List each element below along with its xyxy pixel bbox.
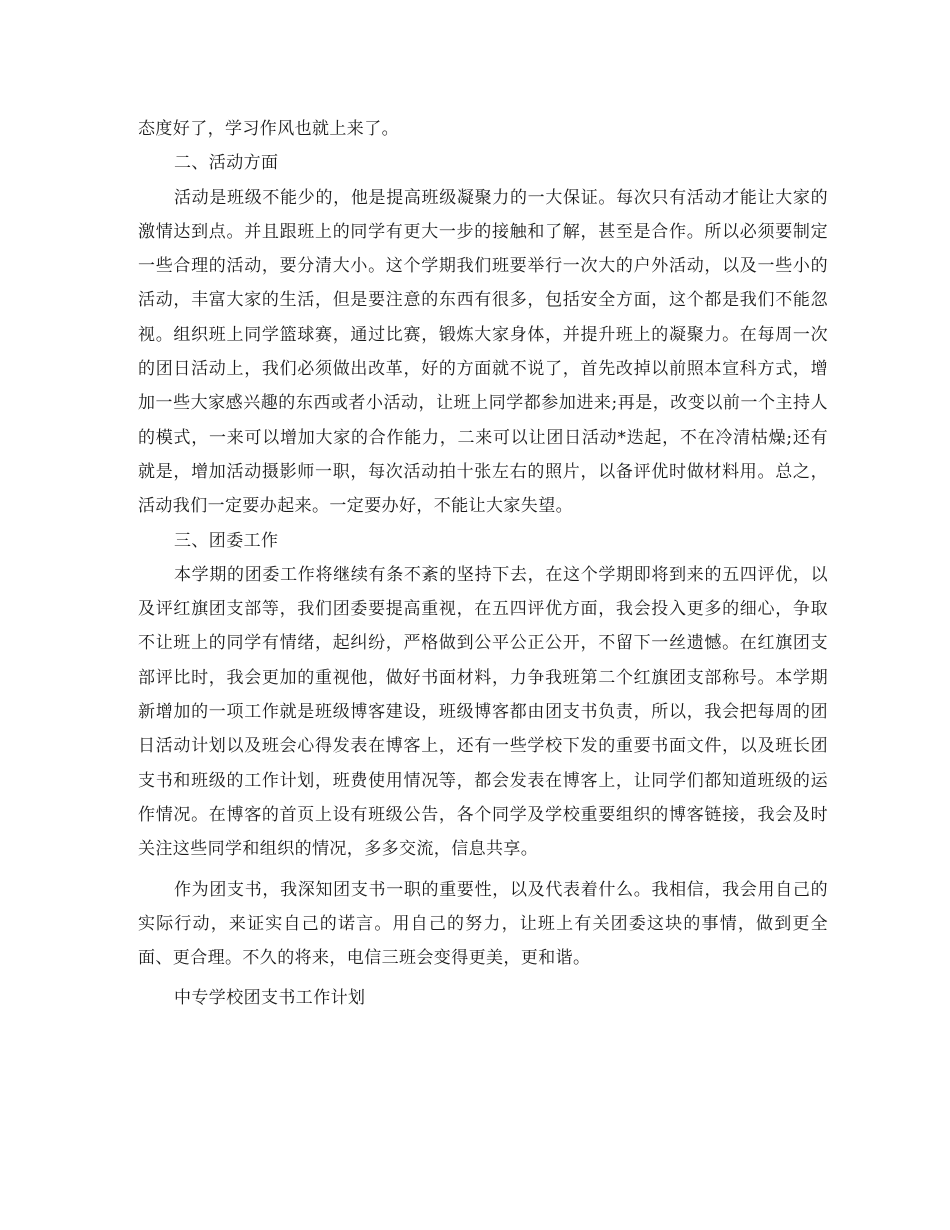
section-heading-activities: 二、活动方面 [174, 153, 279, 174]
paragraph-conclusion: 作为团支书，我深知团支书一职的重要性，以及代表着什么。我相信，我会用自己的实际行动，来证实自己的诺言。用自己的努力，让班上有关团委这块的事情，做到更全面、更合理。不久的将来，电信三班会变得更美，更和谐。 [138, 879, 828, 969]
document-body [138, 112, 828, 1016]
paragraph-continuation: 态度好了，学习作风也就上来了。 [138, 119, 399, 139]
section-heading-league-work: 三、团委工作 [174, 530, 279, 551]
paragraph-league-work: 本学期的团委工作将继续有条不紊的坚持下去，在这个学期即将到来的五四评优，以及评红旗团支部等，我们团委要提高重视，在五四评优方面，我会投入更多的细心，争取不让班上的同学有情绪，起纠纷，严格做到公平公正公开，不留下一丝遗憾。在红旗团支部评比时，我会更加的重视他，做好书面材料，力争我班第二个红旗团支部称号。本学期新增加的一项工作就是班级博客建设，班级博客都由团支书负责，所以，我会把每周的团日活动计划以及班会心得发表在博客上，还有一些学校下发的重要书面文件，以及班长团支书和班级的工作计划，班费使用情况等，都会发表在博客上，让同学们都知道班级的运作情况。在博客的首页上设有班级公告，各个同学及学校重要组织的博客链接，我会及时关注这些同学和组织的情况，多多交流，信息共享。 [138, 564, 828, 860]
paragraph-activities: 活动是班级不能少的，他是提高班级凝聚力的一大保证。每次只有活动才能让大家的激情达到点。并且跟班上的同学有更大一步的接触和了解，甚至是合作。所以必须要制定一些合理的活动，要分清大小。这个学期我们班要举行一次大的户外活动，以及一些小的活动，丰富大家的生活，但是要注意的东西有很多，包括安全方面，这个都是我们不能忽视。组织班上同学篮球赛，通过比赛，锻炼大家身体，并提升班上的凝聚力。在每周一次的团日活动上，我们必须做出改革，好的方面就不说了，首先改掉以前照本宣科方式，增加一些大家感兴趣的东西或者小活动，让班上同学都参加进来;再是，改变以前一个主持人的模式，一来可以增加大家的合作能力，二来可以让团日活动*迭起，不在冷清枯燥;还有就是，增加活动摄影师一职，每次活动拍十张左右的照片，以备评优时做材料用。总之，活动我们一定要办起来。一定要办好，不能让大家失望。 [138, 187, 828, 517]
document-next-title: 中专学校团支书工作计划 [174, 988, 366, 1009]
